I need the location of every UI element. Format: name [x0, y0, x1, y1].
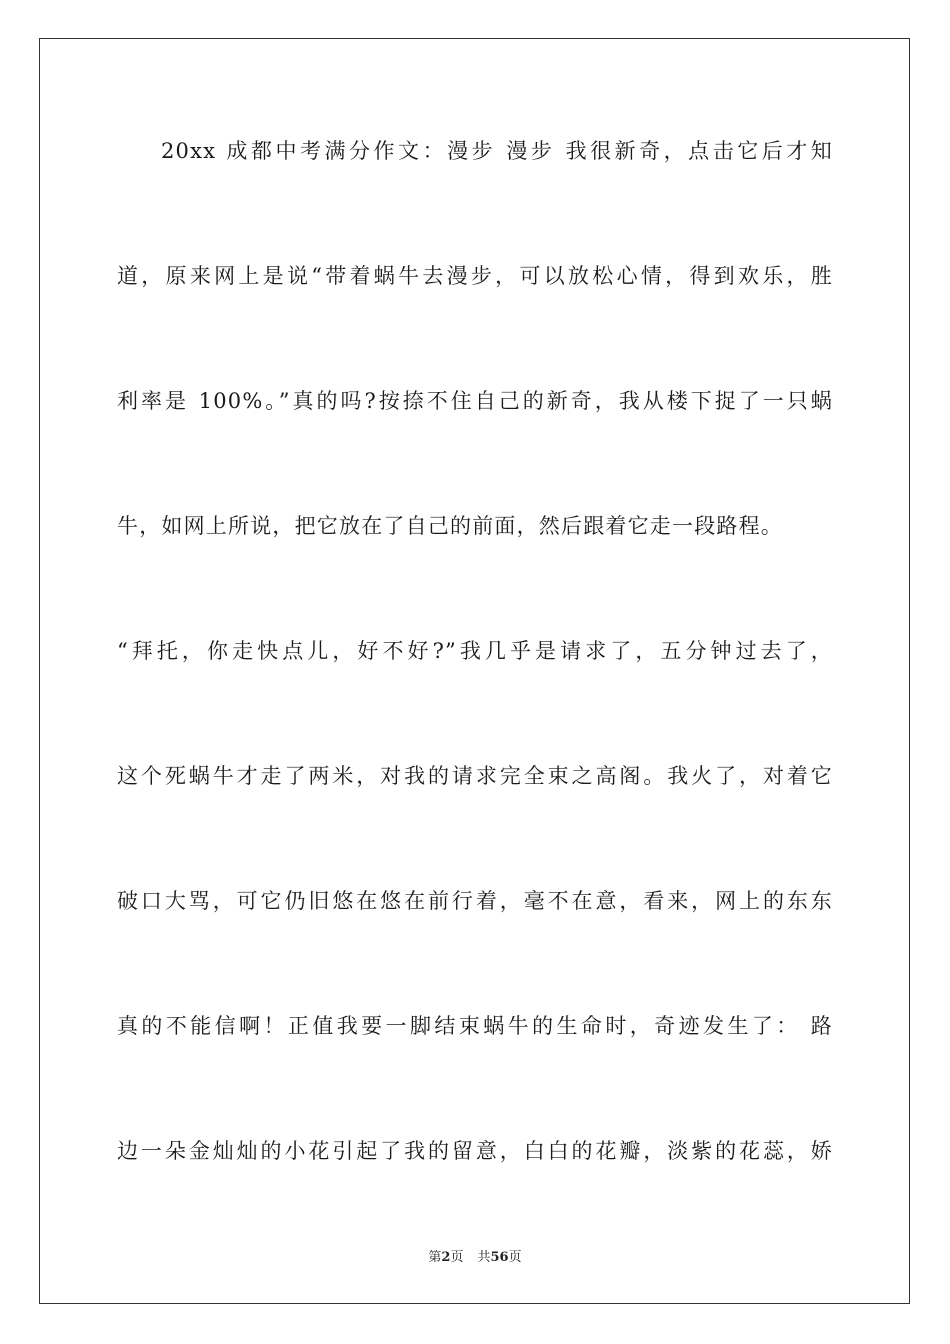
text-line: 道，原来网上是说“带着蜗牛去漫步，可以放松心情，得到欢乐，胜	[117, 264, 833, 288]
page-prefix: 第	[428, 1250, 442, 1265]
total-pages: 56	[490, 1250, 509, 1265]
text-line: 牛，如网上所说，把它放在了自己的前面，然后跟着它走一段路程。	[117, 514, 783, 538]
text-line: 利率是 100%。”真的吗?按捺不住自己的新奇，我从楼下捉了一只蜗	[117, 389, 833, 413]
total-suffix: 页	[508, 1250, 522, 1265]
text-line: “拜托，你走快点儿，好不好?”我几乎是请求了，五分钟过去了，	[117, 639, 833, 663]
text-line: 边一朵金灿灿的小花引起了我的留意，白白的花瓣，淡紫的花蕊，娇	[117, 1139, 833, 1163]
article-body	[117, 122, 833, 1247]
text-line: 20xx 成都中考满分作文：漫步 漫步 我很新奇，点击它后才知	[161, 139, 833, 163]
text-line: 这个死蜗牛才走了两米，对我的请求完全束之高阁。我火了，对着它	[117, 764, 833, 788]
text-line: 真的不能信啊！正值我要一脚结束蜗牛的生命时，奇迹发生了： 路	[117, 1014, 833, 1038]
page-suffix: 页	[450, 1250, 464, 1265]
page-footer	[0, 1246, 950, 1265]
page-number: 2	[441, 1250, 451, 1265]
total-prefix: 共	[477, 1250, 491, 1265]
text-line: 破口大骂，可它仍旧悠在悠在前行着，毫不在意，看来，网上的东东	[117, 889, 833, 913]
